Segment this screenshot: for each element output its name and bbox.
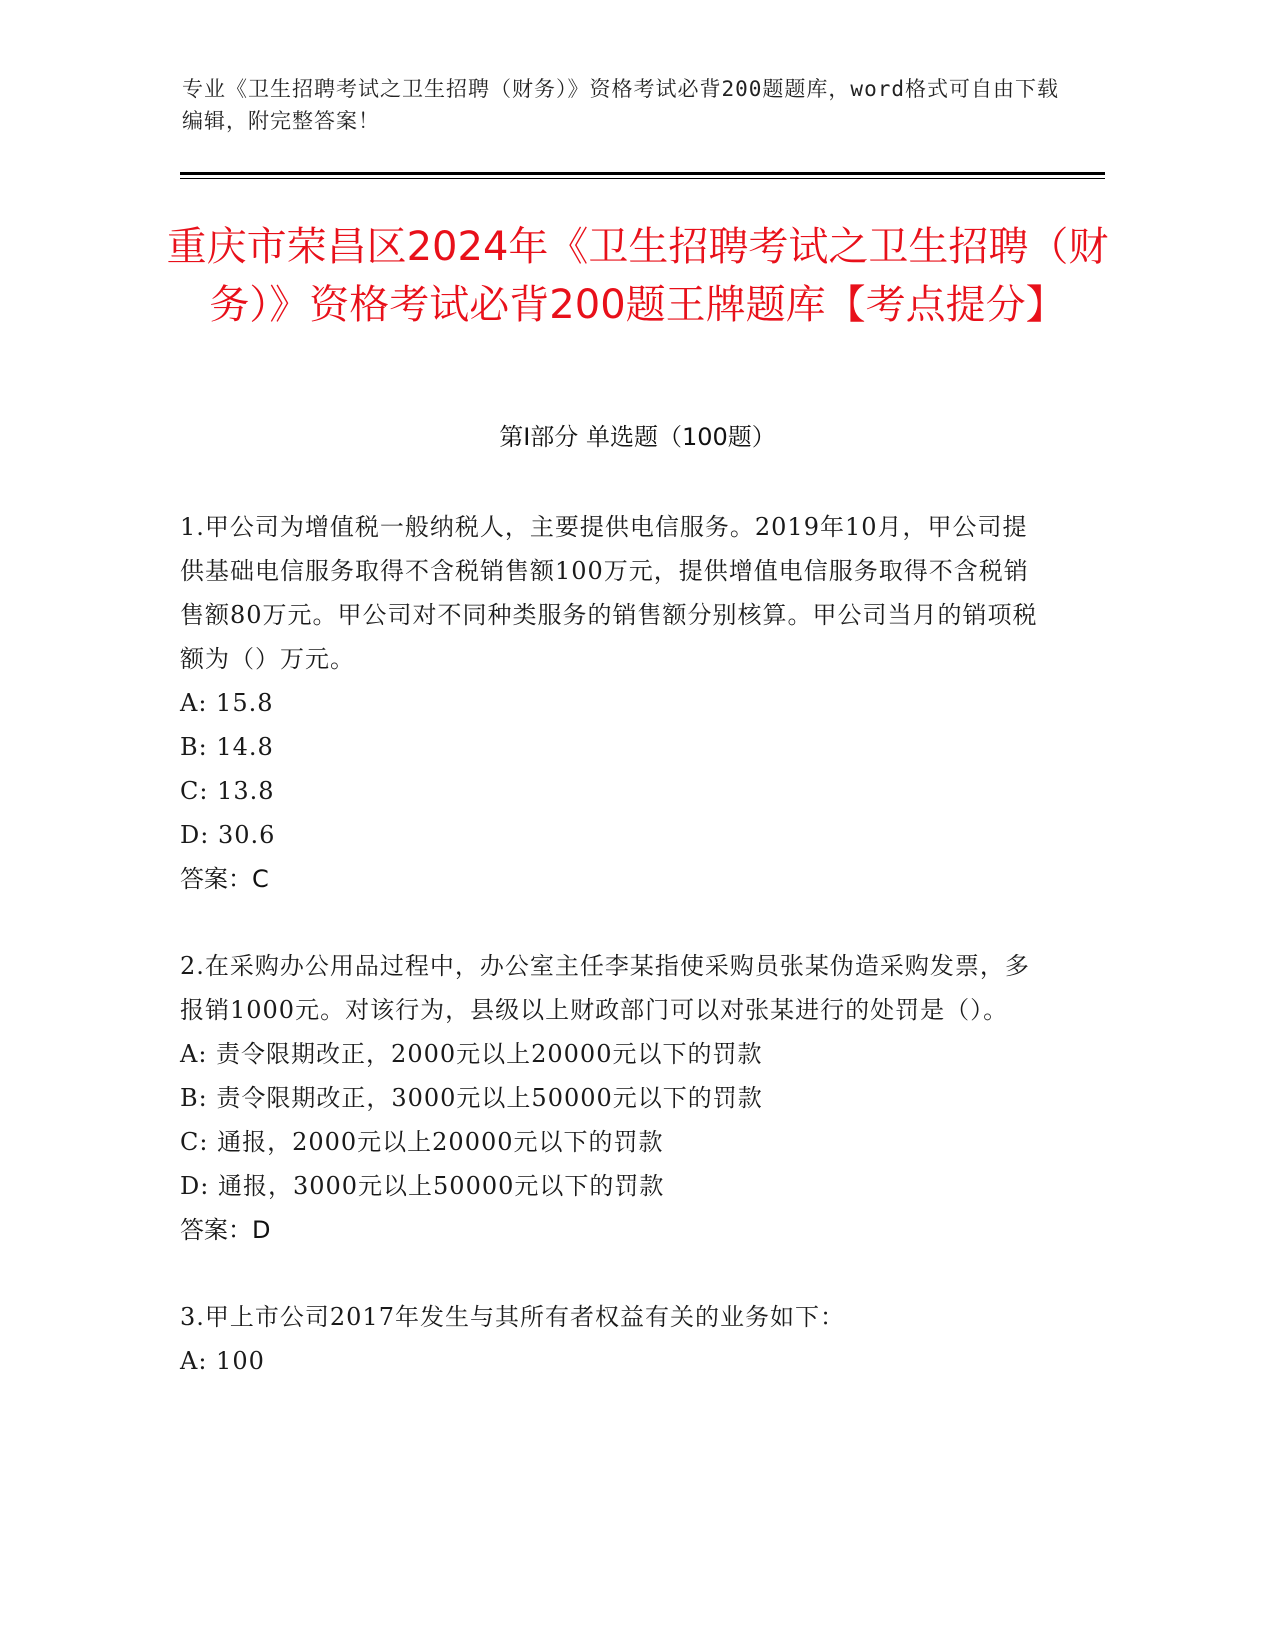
- option-d: D: 30.6: [180, 821, 276, 849]
- option-a: A: 100: [180, 1347, 265, 1375]
- question-stem: 1.甲公司为增值税一般纳税人，主要提供电信服务。2019年10月，甲公司提供基础电信服务取得不含税销售额100万元，提供增值电信服务取得不含税销售额80万元。甲公司对不同种类服务的销售额分别核算。甲公司当月的销项税额为（）万元。: [180, 513, 1038, 673]
- option-b: B: 14.8: [180, 733, 274, 761]
- option-d: D: 通报，3000元以上50000元以下的罚款: [180, 1172, 665, 1200]
- question-stem: 2.在采购办公用品过程中，办公室主任李某指使采购员张某伪造采购发票，多报销1000元。对该行为，县级以上财政部门可以对张某进行的处罚是（）。: [180, 952, 1030, 1024]
- answer: 答案：C: [180, 865, 269, 893]
- answer: 答案：D: [180, 1216, 271, 1244]
- option-a: A: 15.8: [180, 689, 274, 717]
- question-3: [180, 1295, 1040, 1383]
- option-c: C: 通报，2000元以上20000元以下的罚款: [180, 1128, 664, 1156]
- header-note: 专业《卫生招聘考试之卫生招聘（财务）》资格考试必背200题题库，word格式可自由下载编辑，附完整答案！: [182, 77, 1059, 133]
- option-a: A: 责令限期改正，2000元以上20000元以下的罚款: [180, 1040, 763, 1068]
- option-b: B: 责令限期改正，3000元以上50000元以下的罚款: [180, 1084, 763, 1112]
- header-divider-thin: [180, 178, 1105, 179]
- header-divider-thick: [180, 172, 1105, 175]
- document-title: 重庆市荣昌区2024年《卫生招聘考试之卫生招聘（财务）》资格考试必背200题王牌题库【考点提分】: [166, 224, 1109, 328]
- option-c: C: 13.8: [180, 777, 275, 805]
- question-1: [180, 505, 1040, 901]
- section-title: 第Ⅰ部分 单选题（100题）: [499, 423, 776, 451]
- question-list: [180, 505, 1040, 1426]
- question-stem: 3.甲上市公司2017年发生与其所有者权益有关的业务如下：: [180, 1303, 845, 1331]
- question-2: [180, 944, 1040, 1252]
